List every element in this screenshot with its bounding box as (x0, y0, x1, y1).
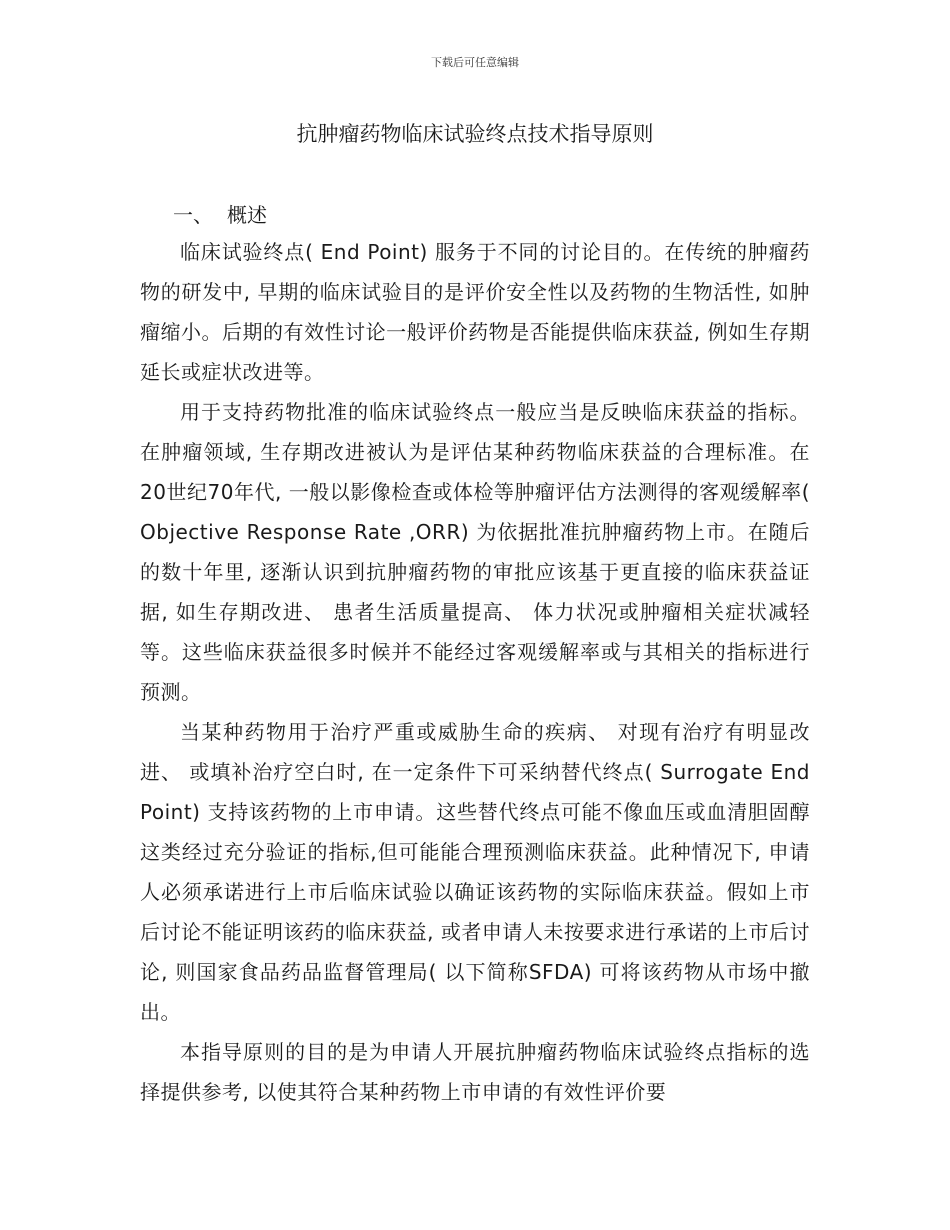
paragraph: 临床试验终点( End Point) 服务于不同的讨论目的。在传统的肿瘤药物的研发中, 早期的临床试验目的是评价安全性以及药物的生物活性, 如肿瘤缩小。后期的有效性讨论一般评价药物是否能提供临床获益, 例如生存期延长或症状改进等。 (140, 240, 810, 384)
paragraph: 当某种药物用于治疗严重或威胁生命的疾病、 对现有治疗有明显改进、 或填补治疗空白时, 在一定条件下可采纳替代终点( Surrogate End Point) 支持该药物的上市申请。这些替代终点可能不像血压或血清胆固醇这类经过充分验证的指标,但可能能合理预测临床获益。此种情况下, 申请人必须承诺进行上市后临床试验以确证该药物的实际临床获益。假如上市后讨论不能证明该药的临床获益, 或者申请人未按要求进行承诺的上市后讨论, 则国家食品药品监督管理局( 以下简称SFDA) 可将该药物从市场中撤出。 (140, 720, 810, 1024)
document-title: 抗肿瘤药物临床试验终点技术指导原则 (296, 122, 654, 146)
document-body (140, 232, 810, 1112)
paragraph: 用于支持药物批准的临床试验终点一般应当是反映临床获益的指标。在肿瘤领域, 生存期改进被认为是评估某种药物临床获益的合理标准。在20世纪70年代, 一般以影像检查或体检等肿瘤评估方法测得的客观缓解率( Objective Response Rate ,ORR) 为依据批准抗肿瘤药物上市。在随后的数十年里, 逐渐认识到抗肿瘤药物的审批应该基于更直接的临床获益证据, 如生存期改进、 患者生活质量提高、 体力状况或肿瘤相关症状减轻等。这些临床获益很多时候并不能经过客观缓解率或与其相关的指标进行预测。 (140, 400, 810, 704)
header-note: 下载后可任意编辑 (431, 56, 519, 69)
section-label: 概述 (227, 203, 267, 227)
section-number: 一、 (173, 203, 213, 227)
paragraph: 本指导原则的目的是为申请人开展抗肿瘤药物临床试验终点指标的选择提供参考, 以使其符合某种药物上市申请的有效性评价要 (140, 1040, 810, 1104)
section-heading (173, 199, 267, 228)
